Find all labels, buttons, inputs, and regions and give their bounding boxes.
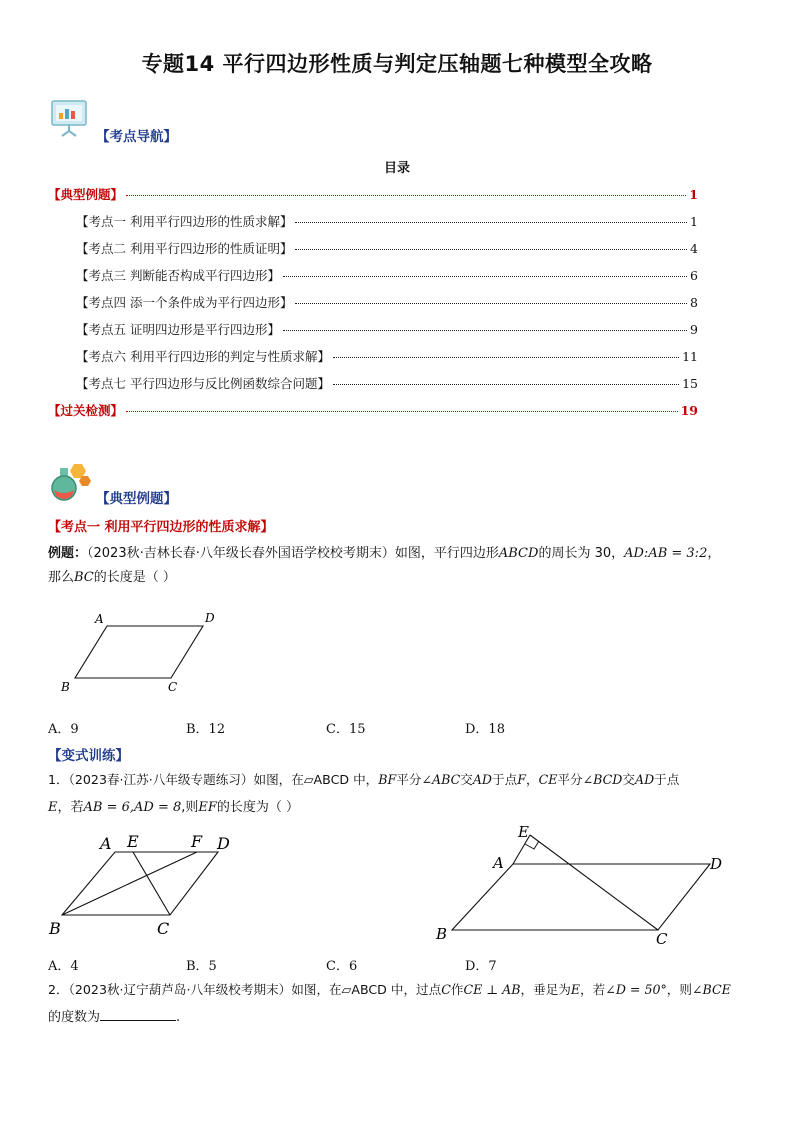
segment-ce — [133, 852, 170, 915]
math-condition: AB = 6,AD = 8 — [83, 800, 182, 815]
math-ad: AD — [472, 772, 493, 787]
example-prefix: 例题： — [48, 546, 88, 561]
toc-leader — [283, 330, 687, 331]
toc-item-page: 1 — [689, 187, 698, 202]
option-a[interactable]: A．9 — [48, 722, 79, 737]
math-angle-abc: ∠ABC — [421, 772, 461, 787]
toc-item[interactable] — [48, 401, 698, 419]
math-perpendicular: CE ⊥ AB — [463, 982, 521, 997]
vertex-label-d: D — [217, 834, 230, 853]
example-parallelogram-figure — [55, 608, 225, 698]
vertex-label-e: E — [518, 823, 529, 841]
q1-text: ,则 — [181, 800, 199, 815]
vertex-label-c: C — [157, 919, 170, 938]
math-f: F — [517, 772, 526, 787]
vertex-label-b: B — [49, 919, 61, 938]
toc-item-label: 【考点二 利用平行四边形的性质证明】 — [76, 241, 293, 256]
option-b[interactable]: B．5 — [186, 959, 217, 974]
option-d[interactable]: D．18 — [465, 722, 505, 737]
q1-left-figure — [45, 830, 245, 942]
q1-text: 1．（2023春·江苏·八年级专题练习）如图，在▱ABCD 中， — [48, 772, 379, 787]
toc-heading: 目录 — [383, 161, 410, 176]
vertex-label-e: E — [127, 832, 139, 851]
vertex-label-c: C — [656, 930, 668, 948]
example-text: （2023秋·吉林长春·八年级长春外国语学校校考期末）如图，平行四边形 — [87, 546, 499, 561]
toc-item-page: 9 — [690, 322, 698, 337]
q1-line-1 — [48, 768, 679, 792]
toc-item-page: 4 — [690, 241, 698, 256]
right-angle-mark — [525, 841, 539, 849]
toc-item[interactable] — [76, 347, 698, 365]
segment-ce — [530, 835, 658, 930]
example-text: 的长度是（ ） — [93, 570, 176, 585]
math-e: E — [570, 982, 581, 997]
q2-text: 的度数为 — [48, 1010, 101, 1025]
toc-item-label: 【考点三 判断能否构成平行四边形】 — [76, 268, 280, 283]
q2-text: . — [176, 1010, 181, 1025]
q2-line-1 — [48, 978, 731, 1002]
toc-item[interactable] — [76, 293, 698, 311]
toc-item-label: 【考点五 证明四边形是平行四边形】 — [76, 322, 280, 337]
q1-text: 平分 — [557, 772, 583, 787]
vertex-label-f: F — [191, 832, 203, 851]
toc-leader — [126, 195, 686, 196]
toc-leader — [333, 357, 679, 358]
q1-text: 的长度为（ ） — [216, 800, 300, 815]
example-line-2 — [48, 566, 176, 590]
toc-leader — [295, 222, 687, 223]
toc-item[interactable] — [76, 212, 698, 230]
math-bc: BC — [74, 570, 94, 585]
q1-line-2 — [48, 796, 299, 820]
example-text: 的周长为 30， — [538, 546, 625, 561]
lab-flask-icon — [48, 462, 92, 506]
toc-item[interactable] — [76, 320, 698, 338]
vertex-label-a: A — [493, 854, 504, 872]
q1-text: ， — [525, 772, 539, 787]
math-ce: CE — [538, 772, 558, 787]
vertex-label-a: A — [100, 834, 112, 853]
toc-item-page: 1 — [690, 214, 698, 229]
toc-item-label: 【考点七 平行四边形与反比例函数综合问题】 — [76, 376, 330, 391]
variant-heading: 【变式训练】 — [48, 748, 129, 764]
toc-item-page: 8 — [690, 295, 698, 310]
math-ratio: AD:AB = 3:2 — [624, 546, 708, 561]
math-angle-d: ∠D = 50° — [605, 982, 667, 997]
toc-item[interactable] — [76, 266, 698, 284]
toc-item[interactable] — [76, 374, 698, 392]
nav-heading: 【考点导航】 — [96, 129, 177, 145]
q1-text: 平分 — [396, 772, 422, 787]
q2-text: 作 — [450, 982, 464, 997]
q2-line-2 — [48, 1006, 180, 1030]
q1-text: 交 — [622, 772, 635, 787]
math-ef: EF — [198, 800, 217, 815]
math-angle-bce: ∠BCE — [691, 982, 731, 997]
math-ad: AD — [634, 772, 655, 787]
option-b[interactable]: B．12 — [186, 722, 226, 737]
toc-leader — [333, 384, 679, 385]
page-title: 专题14 平行四边形性质与判定压轴题七种模型全攻略 — [141, 52, 653, 76]
q2-text: ，若 — [580, 982, 606, 997]
examples-heading: 【典型例题】 — [96, 491, 177, 507]
vertex-label-b: B — [436, 925, 448, 943]
vertex-label-d: D — [205, 611, 215, 625]
vertex-label-b: B — [61, 680, 70, 694]
option-d[interactable]: D．7 — [465, 959, 497, 974]
vertex-label-c: C — [168, 680, 178, 694]
q1-text: 于点 — [654, 772, 680, 787]
toc-item-page: 11 — [682, 349, 698, 364]
q1-text: ，若 — [57, 800, 84, 815]
toc-item-label: 【考点四 添一个条件成为平行四边形】 — [76, 295, 293, 310]
toc-leader — [283, 276, 687, 277]
presentation-board-icon — [48, 98, 90, 144]
math-abcd: ABCD — [498, 546, 539, 561]
toc-item-label: 【考点六 利用平行四边形的判定与性质求解】 — [76, 349, 330, 364]
math-angle-bcd: ∠BCD — [582, 772, 623, 787]
toc-item-label: 【考点一 利用平行四边形的性质求解】 — [76, 214, 293, 229]
q1-right-figure — [430, 822, 730, 950]
q2-text: 2．（2023秋·辽宁葫芦岛·八年级校考期末）如图，在▱ABCD 中，过点 — [48, 982, 442, 997]
parallelogram-abcd — [75, 626, 203, 678]
answer-blank[interactable] — [100, 1008, 176, 1021]
example-text: 那么 — [48, 570, 75, 585]
option-c[interactable]: C．15 — [326, 722, 366, 737]
toc-item-page: 6 — [690, 268, 698, 283]
parallelogram-abcd — [452, 864, 710, 930]
math-bf: BF — [378, 772, 397, 787]
toc-item-page: 19 — [680, 403, 698, 418]
toc-leader — [126, 411, 678, 412]
vertex-label-a: A — [95, 612, 104, 626]
q1-text: 交 — [460, 772, 473, 787]
toc-item[interactable] — [76, 239, 698, 257]
option-a[interactable]: A．4 — [48, 959, 79, 974]
toc-item-label: 【过关检测】 — [48, 403, 124, 418]
math-e: E — [48, 800, 58, 815]
vertex-label-d: D — [710, 855, 723, 873]
toc-item-label: 【典型例题】 — [48, 187, 124, 202]
example-text: ， — [707, 546, 721, 561]
q1-text: 于点 — [492, 772, 518, 787]
example-line-1 — [48, 542, 720, 566]
kaodian1-heading: 【考点一 利用平行四边形的性质求解】 — [48, 520, 274, 535]
toc-leader — [295, 249, 687, 250]
math-c: C — [441, 982, 451, 997]
q2-text: ，垂足为 — [520, 982, 571, 997]
toc-leader — [295, 303, 687, 304]
toc-item[interactable] — [48, 185, 698, 203]
option-c[interactable]: C．6 — [326, 959, 358, 974]
q2-text: ，则 — [666, 982, 692, 997]
toc-item-page: 15 — [682, 376, 698, 391]
parallelogram-abcd — [62, 852, 218, 915]
